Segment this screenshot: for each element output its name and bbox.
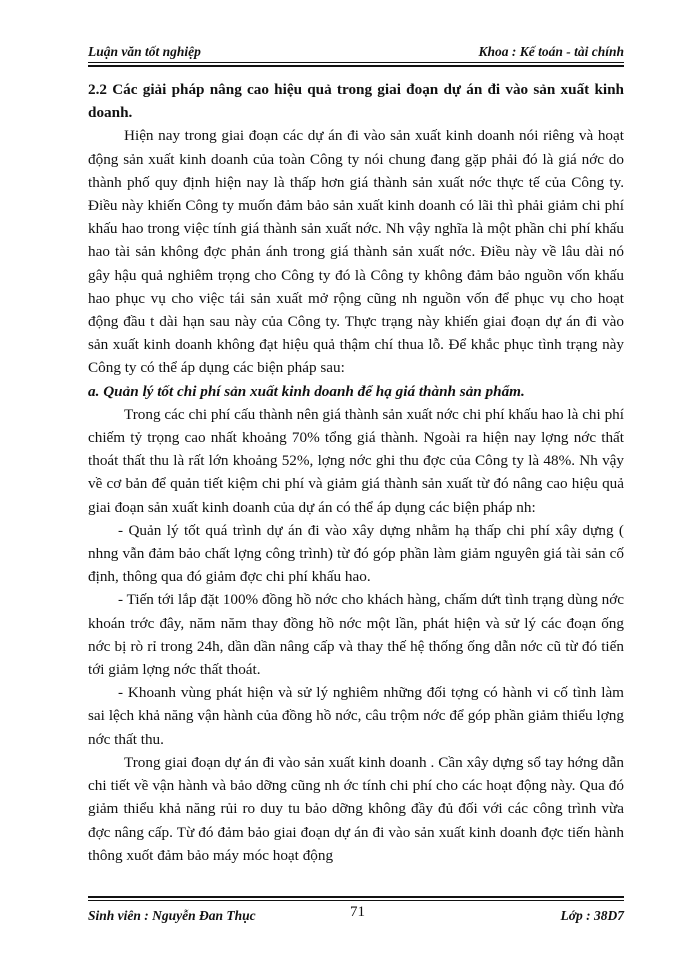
footer-student: Sinh viên : Nguyễn Đan Thục [88, 908, 256, 923]
bullet-item-3: - Khoanh vùng phát hiện và sử lý nghiêm những đối tợng có hành vi cố tình làm sai lệch khả năng vận hành của đồng hồ nớc, câu trộm nớc để góp phần giảm thiểu lợng nớc thất thu. [88, 684, 624, 748]
header-rule-thick [88, 65, 624, 67]
footer-rule-thick [88, 896, 624, 898]
header-thesis-title: Luận văn tốt nghiệp [88, 44, 201, 59]
footer-class: Lớp : 38D7 [560, 908, 624, 923]
header-rule-thin [88, 62, 624, 63]
paragraph-a2: Trong giai đoạn dự án đi vào sản xuất kinh doanh . Cần xây dựng sổ tay hớng dẫn chi tiết về vận hành và bảo dỡng cũng nh ớc tính chi phí cho các hoạt động này. Qua đó giảm thiểu khả năng rủi ro duy tu bảo dỡng không đầy đủ đối với các công trình vừa đợc nâng cấp. Từ đó đảm bảo giai đoạn dự án đi vào sản xuất kinh doanh đợc tiến hành thông xuốt đảm bảo máy móc hoạt động [88, 753, 624, 864]
bullet-item-1: - Quản lý tốt quá trình dự án đi vào xây dựng nhằm hạ thấp chi phí xây dựng ( nhng vẫn đảm bảo chất lợng công trình) từ đó góp phần làm giảm nguyên giá tài sản cố định, thông qua đó giảm đợc chi phí khấu hao. [88, 521, 624, 586]
paragraph-a1: Trong các chi phí cấu thành nên giá thành sản xuất nớc chi phí khấu hao là chi phí chiếm tỷ trọng cao nhất khoảng 70% tổng giá thành. Ngoài ra hiện nay lợng nớc thất thoát thất thu là rất lớn khoảng 52%, lợng nớc ghi thu đợc của Công ty là 48%. Nh vậy về cơ bản để quản tiết kiệm chi phí và giảm giá thành sản xuất từ đó nâng cao hiệu quả giai đoạn sản xuất kinh doanh của dự án có thể áp dụng các biện pháp nh: [88, 405, 624, 516]
page-body [88, 78, 624, 867]
subheading-a: a. Quản lý tốt chi phí sản xuất kinh doanh để hạ giá thành sản phẩm. [88, 382, 525, 400]
bullet-item-2: - Tiến tới lắp đặt 100% đồng hồ nớc cho khách hàng, chấm dứt tình trạng dùng nớc khoán trớc đây, năm năm thay đồng hồ nớc một lần, phát hiện và sử lý các đoạn ống nớc bị rò rỉ trong 24h, dần dần nâng cấp và thay thế hệ thống ống dẫn nớc cũ từ đó tiến tới giảm lợng nớc thất thoát. [88, 591, 624, 679]
header-faculty: Khoa : Kế toán - tài chính [478, 44, 624, 59]
intro-paragraph: Hiện nay trong giai đoạn các dự án đi vào sản xuất kinh doanh nói riêng và hoạt động sản xuất kinh doanh của toàn Công ty nói chung đang gặp phải đó là giá nớc do thành phố quy định hiện nay là thấp hơn giá thành sản xuất nớc thực tế của Công ty. Điều này khiến Công ty muốn đảm bảo sản xuất kinh doanh có lãi thì phải giảm chi phí khấu hao trong việc tính giá thành sản xuất nớc. Nh vậy nghĩa là một phần chi phí khấu hao tài sản không đợc phản ánh trong giá thành sản xuất nớc. Điều này về lâu dài nó gây hậu quả nghiêm trọng cho Công ty đó là Công ty không đảm bảo nguồn vốn khấu hao phục vụ cho việc tái sản xuất mở rộng cũng nh nguồn vốn để phục vụ cho hoạt động đầu t dài hạn sau này của Công ty. Thực trạng này khiến giai đoạn dự án đi vào sản xuất kinh doanh không đạt hiệu quả thậm chí thua lỗ. Để khắc phục tình trạng này Công ty có thể áp dụng các biện pháp sau: [88, 127, 624, 377]
page-number: 71 [350, 904, 365, 920]
section-heading: 2.2 Các giải pháp nâng cao hiệu quả trong giai đoạn dự án đi vào sản xuất kinh doanh. [88, 81, 624, 122]
footer-rule-thin [88, 900, 624, 901]
page-footer [88, 904, 624, 928]
page-header [88, 40, 624, 62]
